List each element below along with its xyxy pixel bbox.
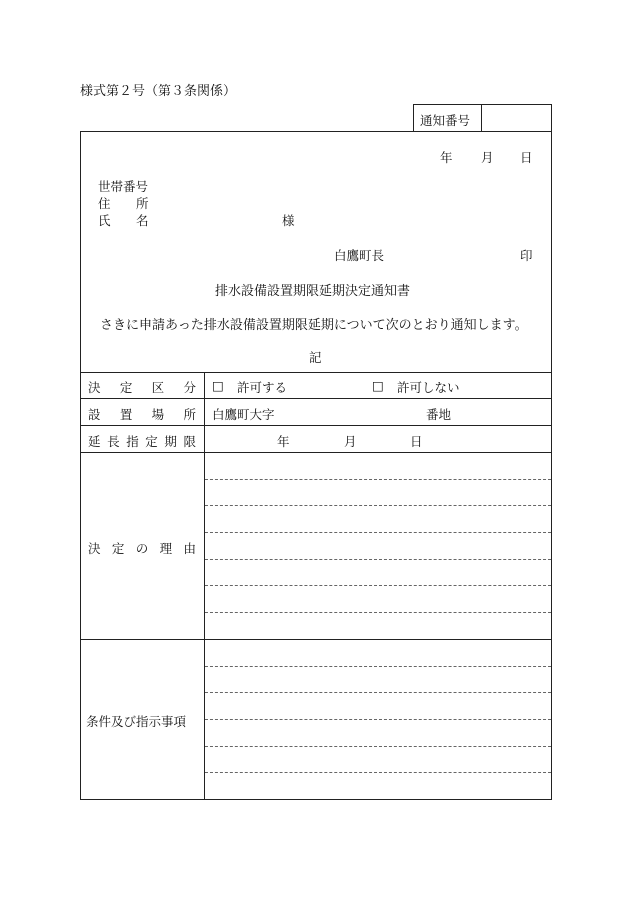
date-day: 日 [520, 150, 533, 165]
deny-checkbox[interactable]: □ [372, 378, 384, 393]
address-label-1: 住 [98, 196, 111, 211]
notice-number-label: 通知番号 [420, 113, 471, 128]
conditions-line[interactable] [205, 666, 551, 667]
reason-line[interactable] [205, 559, 551, 560]
location-lot-suffix: 番地 [426, 407, 452, 422]
deadline-month: 月 [344, 434, 357, 449]
reason-line[interactable] [205, 479, 551, 480]
deny-option-label: 許可しない [397, 380, 460, 395]
conditions-line[interactable] [205, 772, 551, 773]
deadline-day: 日 [410, 434, 423, 449]
reason-line[interactable] [205, 612, 551, 613]
reason-line[interactable] [205, 505, 551, 506]
reason-label: 決 定 の 理 由 [88, 541, 196, 556]
document-title: 排水設備設置期限延期決定通知書 [215, 284, 411, 299]
deadline-year: 年 [277, 434, 290, 449]
date-month: 月 [481, 150, 494, 165]
name-label-1: 氏 [98, 213, 111, 228]
date-year: 年 [440, 150, 453, 165]
reason-line[interactable] [205, 532, 551, 533]
conditions-line[interactable] [205, 719, 551, 720]
permit-option-label: 許可する [237, 380, 288, 395]
ki-mark: 記 [309, 350, 322, 365]
address-label-2: 所 [136, 196, 149, 211]
form-title: 様式第２号（第３条関係） [80, 84, 237, 99]
seal-mark: 印 [520, 248, 533, 263]
decision-label: 決 定 区 分 [88, 380, 196, 395]
location-label: 設 置 場 所 [88, 407, 196, 422]
issuer-title: 白鷹町長 [334, 248, 385, 263]
permit-checkbox[interactable]: □ [212, 378, 224, 393]
honorific: 様 [282, 213, 295, 228]
conditions-line[interactable] [205, 746, 551, 747]
form-frame [80, 131, 552, 800]
conditions-line[interactable] [205, 692, 551, 693]
location-town-prefix: 白鷹町大字 [212, 407, 275, 422]
deadline-label: 延 長 指 定 期 限 [88, 434, 196, 449]
name-label-2: 名 [136, 213, 149, 228]
conditions-label: 条件及び指示事項 [86, 714, 187, 729]
body-text: さきに申請あった排水設備設置期限延期について次のとおり通知します。 [100, 318, 528, 333]
reason-line[interactable] [205, 585, 551, 586]
household-number-label: 世帯番号 [98, 179, 149, 194]
